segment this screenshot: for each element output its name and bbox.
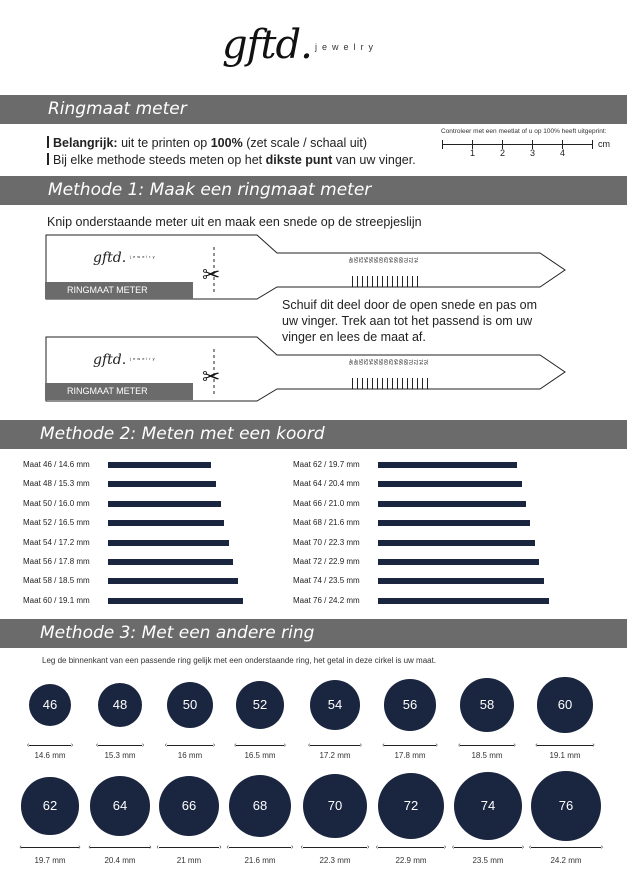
cord-bar	[108, 520, 224, 526]
cord-bar	[378, 520, 530, 526]
diameter-line: ‹ ›	[95, 742, 145, 749]
scale-tick-label: 76	[421, 359, 428, 365]
cord-bar	[108, 481, 216, 487]
strip-scale	[346, 357, 430, 389]
scale-tick-label: 74	[416, 359, 423, 365]
cord-row	[23, 460, 333, 472]
cord-label: Maat 60 / 19.1 mm	[23, 595, 90, 605]
scale-tick-label: 46	[346, 359, 353, 365]
cord-bar	[378, 540, 535, 546]
section-header-method2: Methode 2: Meten met een koord	[0, 420, 627, 449]
diameter-label: 21 mm	[176, 856, 202, 865]
cord-row	[293, 518, 603, 530]
diameter-label: 17.8 mm	[394, 751, 426, 760]
scale-tick-label: 54	[366, 359, 373, 365]
cord-label: Maat 74 / 23.5 mm	[293, 576, 360, 586]
cord-row	[293, 538, 603, 550]
scale-tick-label: 48	[351, 359, 358, 365]
diameter-line: ‹ ›	[375, 844, 447, 851]
section-header-method1: Methode 1: Maak een ringmaat meter	[0, 176, 627, 205]
scale-tick-label: 66	[396, 359, 403, 365]
ruler-unit: cm	[598, 139, 610, 149]
cord-label: Maat 76 / 24.2 mm	[293, 595, 360, 605]
cord-bar	[108, 578, 238, 584]
diameter-line: ‹ ›	[19, 844, 81, 851]
ring-meter-strip-2	[45, 335, 570, 403]
scale-tick-label: 56	[366, 257, 373, 263]
strip-logo: gftd. $^{jewelry}$	[93, 352, 157, 368]
diameter-line: ‹ ›	[156, 844, 222, 851]
print-check-ruler	[442, 139, 612, 159]
diameter-label: 18.5 mm	[471, 751, 503, 760]
ring-circle: 46	[29, 684, 71, 726]
diameter-label: 22.3 mm	[319, 856, 351, 865]
diameter-line: ‹ ›	[26, 742, 74, 749]
cord-row	[23, 518, 333, 530]
cord-row	[23, 576, 333, 588]
ring-circle: 64	[90, 776, 149, 835]
cord-bar	[108, 559, 233, 565]
cord-row	[293, 479, 603, 491]
scissors-icon: ✂	[202, 262, 221, 287]
logo-word: jewelry	[315, 42, 379, 52]
cord-row	[293, 576, 603, 588]
diameter-label: 23.5 mm	[472, 856, 504, 865]
scale-tick-label: 70	[406, 359, 413, 365]
diameter-line: ‹ ›	[226, 844, 294, 851]
scale-tick	[411, 255, 420, 287]
strip-scale	[346, 255, 420, 287]
diameter-line: ‹ ›	[382, 742, 438, 749]
method1-instruction: Knip onderstaande meter uit en maak een snede op de streepjeslijn	[47, 215, 422, 229]
diameter-label: 14.6 mm	[34, 751, 66, 760]
section-header-ringmaat: Ringmaat meter	[0, 95, 627, 124]
diameter-label: 20.4 mm	[104, 856, 136, 865]
scale-tick-label: 70	[401, 257, 408, 263]
scale-tick-label: 62	[381, 257, 388, 263]
intro-line-1: Belangrijk: uit te printen op 100% (zet scale / schaal uit)	[47, 136, 367, 150]
cord-row	[293, 557, 603, 569]
cord-bar	[378, 559, 539, 565]
ruler-tick: 2	[500, 148, 506, 158]
logo-script: gftd.	[222, 22, 312, 68]
ring-circle: 72	[378, 773, 444, 839]
cord-label: Maat 48 / 15.3 mm	[23, 479, 90, 489]
cord-row	[23, 596, 333, 608]
scale-tick-label: 50	[356, 359, 363, 365]
scale-tick-label: 68	[401, 359, 408, 365]
ring-meter-strip-1	[45, 233, 570, 301]
ring-circle: 56	[384, 679, 436, 731]
ruler-tick: 1	[470, 148, 476, 158]
cord-label: Maat 66 / 21.0 mm	[293, 498, 360, 508]
ring-circle: 58	[460, 678, 514, 732]
ring-circle: 68	[229, 775, 292, 838]
cord-label: Maat 64 / 20.4 mm	[293, 479, 360, 489]
cord-label: Maat 52 / 16.5 mm	[23, 518, 90, 528]
scale-tick-label: 68	[396, 257, 403, 263]
cord-row	[293, 460, 603, 472]
scissors-icon: ✂	[202, 364, 221, 389]
ring-circle: 52	[236, 681, 284, 729]
scale-tick-label: 64	[391, 359, 398, 365]
cord-row	[293, 596, 603, 608]
diameter-label: 19.1 mm	[549, 751, 581, 760]
diameter-line: ‹ ›	[164, 742, 216, 749]
cord-bar	[378, 462, 517, 468]
cord-bar	[378, 578, 544, 584]
scale-tick-label: 48	[346, 257, 353, 263]
cord-label: Maat 72 / 22.9 mm	[293, 557, 360, 566]
scale-tick-label: 50	[351, 257, 358, 263]
diameter-label: 16.5 mm	[244, 751, 276, 760]
ring-circle: 66	[159, 776, 220, 837]
diameter-label: 24.2 mm	[550, 856, 582, 865]
cord-label: Maat 68 / 21.6 mm	[293, 518, 360, 528]
ring-circle: 50	[167, 682, 213, 728]
cord-row	[23, 479, 333, 491]
diameter-label: 17.2 mm	[319, 751, 351, 760]
scale-tick-label: 60	[376, 257, 383, 263]
diameter-label: 19.7 mm	[34, 856, 66, 865]
cord-bar	[378, 481, 522, 487]
diameter-label: 15.3 mm	[104, 751, 136, 760]
scale-tick-label: 54	[361, 257, 368, 263]
ruler-caption: Controleer met een meetlat of u op 100% heeft uitgeprint:	[441, 128, 607, 135]
scale-tick-label: 64	[386, 257, 393, 263]
cord-label: Maat 50 / 16.0 mm	[23, 498, 90, 508]
cord-row	[23, 499, 333, 511]
scale-tick-label: 60	[381, 359, 388, 365]
scale-tick-label: 52	[361, 359, 368, 365]
ring-circle: 70	[303, 774, 368, 839]
scale-tick-label: 56	[371, 359, 378, 365]
diameter-label: 22.9 mm	[395, 856, 427, 865]
diameter-line: ‹ ›	[458, 742, 516, 749]
scale-tick-label: 58	[376, 359, 383, 365]
diameter-line: ‹ ›	[528, 844, 604, 851]
diameter-label: 16 mm	[177, 751, 203, 760]
cord-row	[293, 499, 603, 511]
intro-line-2: Bij elke methode steeds meten op het dikste punt van uw vinger.	[47, 153, 416, 167]
scale-tick-label: 72	[406, 257, 413, 263]
scale-tick-label: 74	[411, 257, 418, 263]
brand-logo	[222, 22, 422, 82]
ring-circle: 60	[537, 677, 592, 732]
cord-label: Maat 62 / 19.7 mm	[293, 460, 360, 469]
ruler-tick: 3	[530, 148, 536, 158]
scale-tick-label: 58	[371, 257, 378, 263]
cord-label: Maat 70 / 22.3 mm	[293, 537, 360, 547]
ring-circle: 74	[454, 772, 522, 840]
cord-bar	[108, 462, 211, 468]
cord-bar	[378, 598, 549, 604]
strip-logo: gftd. $^{jewelry}$	[93, 250, 157, 266]
ring-meter-label: RINGMAAT METER	[45, 383, 193, 400]
scale-tick	[421, 357, 430, 389]
diameter-line: ‹ ›	[535, 742, 595, 749]
cord-label: Maat 46 / 14.6 mm	[23, 460, 90, 469]
diameter-line: ‹ ›	[451, 844, 525, 851]
cord-label: Maat 56 / 17.8 mm	[23, 557, 90, 566]
method3-instruction: Leg de binnenkant van een passende ring gelijk met een onderstaande ring, het getal in deze cirkel is uw maat.	[42, 656, 437, 665]
section-header-method3: Methode 3: Met een andere ring	[0, 619, 627, 648]
diameter-label: 21.6 mm	[244, 856, 276, 865]
ring-circle: 48	[98, 683, 142, 727]
cord-row	[23, 557, 333, 569]
diameter-line: ‹ ›	[308, 742, 362, 749]
cord-bar	[108, 501, 221, 507]
cord-bar	[108, 540, 229, 546]
cord-label: Maat 54 / 17.2 mm	[23, 537, 90, 547]
diameter-line: ‹ ›	[300, 844, 370, 851]
cord-bar	[108, 598, 243, 604]
diameter-line: ‹ ›	[88, 844, 152, 851]
scale-tick-label: 62	[386, 359, 393, 365]
cord-bar	[378, 501, 526, 507]
ring-meter-label: RINGMAAT METER	[45, 282, 193, 299]
diameter-line: ‹ ›	[234, 742, 286, 749]
slide-instruction: Schuif dit deel door de open snede en pas om uw vinger. Trek aan tot het passend is om uw vinger en lees de maat af.	[282, 298, 538, 344]
cord-row	[23, 538, 333, 550]
scale-tick-label: 52	[356, 257, 363, 263]
ring-circle: 54	[310, 680, 360, 730]
scale-tick-label: 72	[411, 359, 418, 365]
scale-tick-label: 66	[391, 257, 398, 263]
ruler-tick: 4	[560, 148, 566, 158]
cord-label: Maat 58 / 18.5 mm	[23, 576, 90, 586]
ring-circle: 76	[531, 771, 601, 841]
ring-circle: 62	[21, 777, 78, 834]
